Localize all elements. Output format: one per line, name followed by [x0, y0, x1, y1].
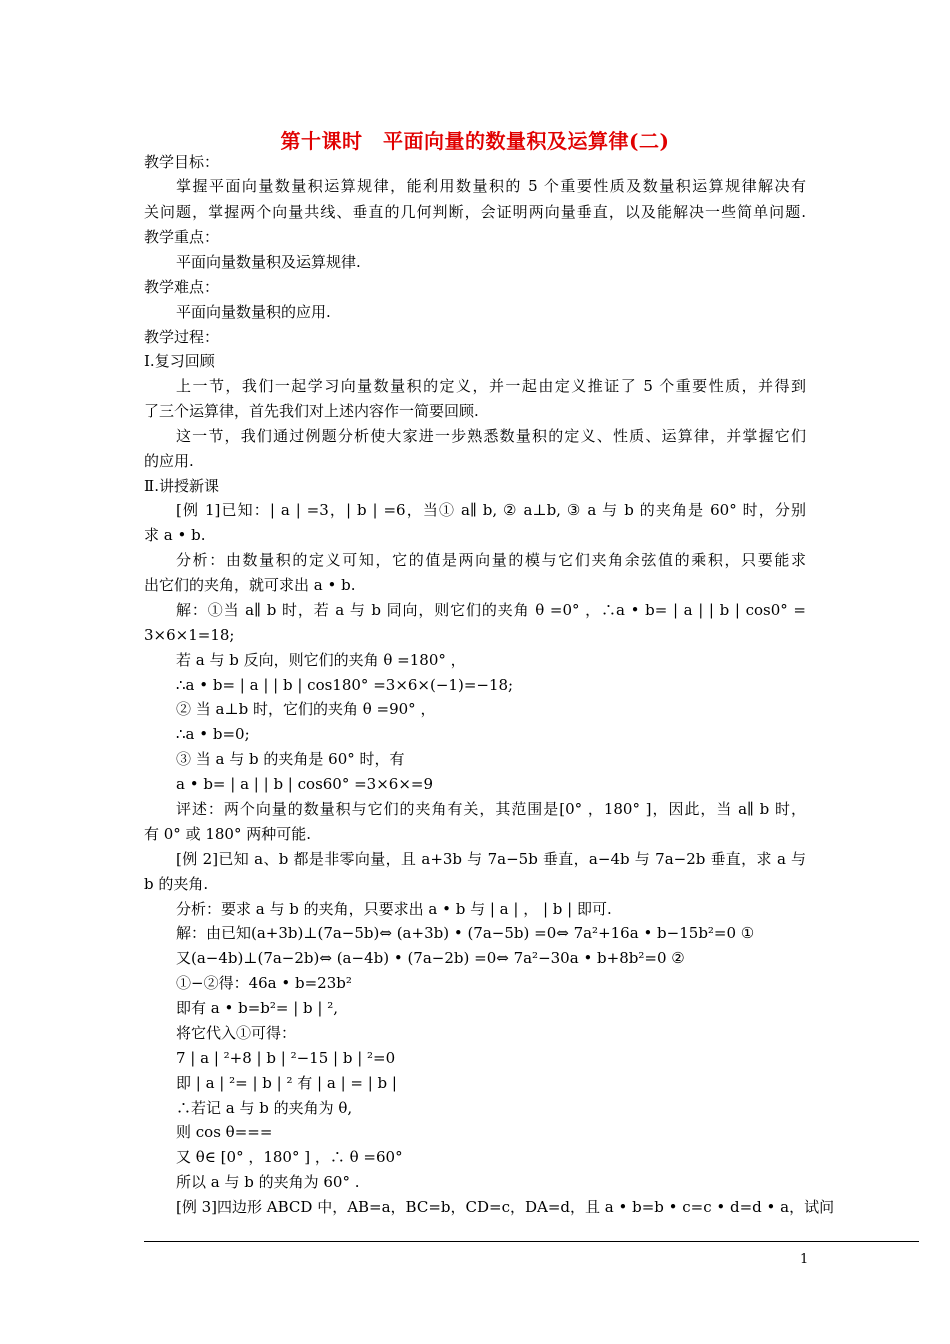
text-line: Ⅱ.讲授新课: [144, 477, 219, 495]
text-line: 平面向量数量积及运算规律.: [176, 253, 361, 271]
text-line: 教学过程：: [144, 328, 220, 346]
text-line: 又(a−4b)⊥(7a−2b)⇔ (a−4b) • (7a−2b) =0⇔ 7a²−30a • b+8b²=0 ②: [176, 949, 685, 967]
text-line: 教学重点：: [144, 228, 220, 246]
page-number: 1: [800, 1252, 809, 1267]
text-line: 关问题，掌握两个向量共线、垂直的几何判断，会证明两向量垂直，以及能解决一些简单问题.: [144, 203, 806, 221]
text-line: 解：由已知(a+3b)⊥(7a−5b)⇔ (a+3b) • (7a−5b) =0⇔ 7a²+16a • b−15b²=0 ①: [176, 924, 755, 942]
text-line: [例 2]已知 a、b 都是非零向量，且 a+3b 与 7a−5b 垂直，a−4b 与 7a−2b 垂直，求 a 与: [176, 850, 806, 868]
text-line: 即 | a | ²= | b | ² 有 | a | = | b |: [176, 1074, 397, 1092]
text-line: ∴a • b=0;: [176, 725, 250, 743]
text-line: b 的夹角.: [144, 875, 209, 893]
text-line: 上一节，我们一起学习向量数量积的定义，并一起由定义推证了 5 个重要性质，并得到: [176, 377, 806, 395]
text-line: 所以 a 与 b 的夹角为 60° .: [176, 1173, 360, 1191]
text-line: 出它们的夹角，就可求出 a • b.: [144, 576, 356, 594]
text-line: [例 1]已知：| a | =3，| b | =6，当① a∥ b, ② a⊥b, ③ a 与 b 的夹角是 60° 时，分别: [176, 501, 806, 519]
text-line: 教学目标：: [144, 153, 220, 171]
text-line: 这一节，我们通过例题分析使大家进一步熟悉数量积的定义、性质、运算律，并掌握它们: [176, 427, 806, 445]
footer-divider: [144, 1241, 919, 1242]
text-line: Ⅰ.复习回顾: [144, 352, 215, 370]
text-line: ①−②得：46a • b=23b²: [176, 974, 352, 992]
text-line: 3×6×1=18;: [144, 626, 235, 644]
text-line: 了三个运算律，首先我们对上述内容作一简要回顾.: [144, 402, 479, 420]
text-line: 评述：两个向量的数量积与它们的夹角有关，其范围是[0° ，180° ]，因此，当 a∥ b 时，: [176, 800, 806, 818]
page-title: 第十课时 平面向量的数量积及运算律(二): [280, 129, 670, 153]
text-line: 即有 a • b=b²= | b | ²,: [176, 999, 339, 1017]
text-line: 又 θ∈ [0° ，180° ] ，∴ θ =60°: [176, 1148, 403, 1166]
text-line: 分析：要求 a 与 b 的夹角，只要求出 a • b 与 | a | ， | b | 即可.: [176, 900, 612, 918]
text-line: 则 cos θ===: [176, 1123, 273, 1141]
text-line: ∴a • b= | a | | b | cos180° =3×6×(−1)=−18;: [176, 676, 514, 694]
text-line: 解：①当 a∥ b 时，若 a 与 b 同向，则它们的夹角 θ =0° ，∴a • b= | a | | b | cos0° =: [176, 601, 806, 619]
text-line: a • b= | a | | b | cos60° =3×6×=9: [176, 775, 434, 793]
text-line: [例 3]四边形 ABCD 中，AB=a，BC=b，CD=c，DA=d，且 a • b=b • c=c • d=d • a，试问: [176, 1198, 835, 1216]
text-line: ③ 当 a 与 b 的夹角是 60° 时，有: [176, 750, 405, 768]
text-line: 的应用.: [144, 452, 194, 470]
text-line: 7 | a | ²+8 | b | ²−15 | b | ²=0: [176, 1049, 396, 1067]
text-line: 平面向量数量积的应用.: [176, 303, 331, 321]
text-line: ∴若记 a 与 b 的夹角为 θ,: [176, 1099, 353, 1117]
text-line: ② 当 a⊥b 时，它们的夹角 θ =90° ，: [176, 700, 436, 718]
text-line: 分析：由数量积的定义可知，它的值是两向量的模与它们夹角余弦值的乘积，只要能求: [176, 551, 806, 569]
text-line: 掌握平面向量数量积运算规律，能利用数量积的 5 个重要性质及数量积运算规律解决有: [176, 177, 806, 195]
text-line: 求 a • b.: [144, 526, 206, 544]
text-line: 教学难点：: [144, 278, 220, 296]
text-line: 将它代入①可得：: [176, 1024, 297, 1042]
text-line: 有 0° 或 180° 两种可能.: [144, 825, 312, 843]
text-line: 若 a 与 b 反向，则它们的夹角 θ =180° ，: [176, 651, 466, 669]
